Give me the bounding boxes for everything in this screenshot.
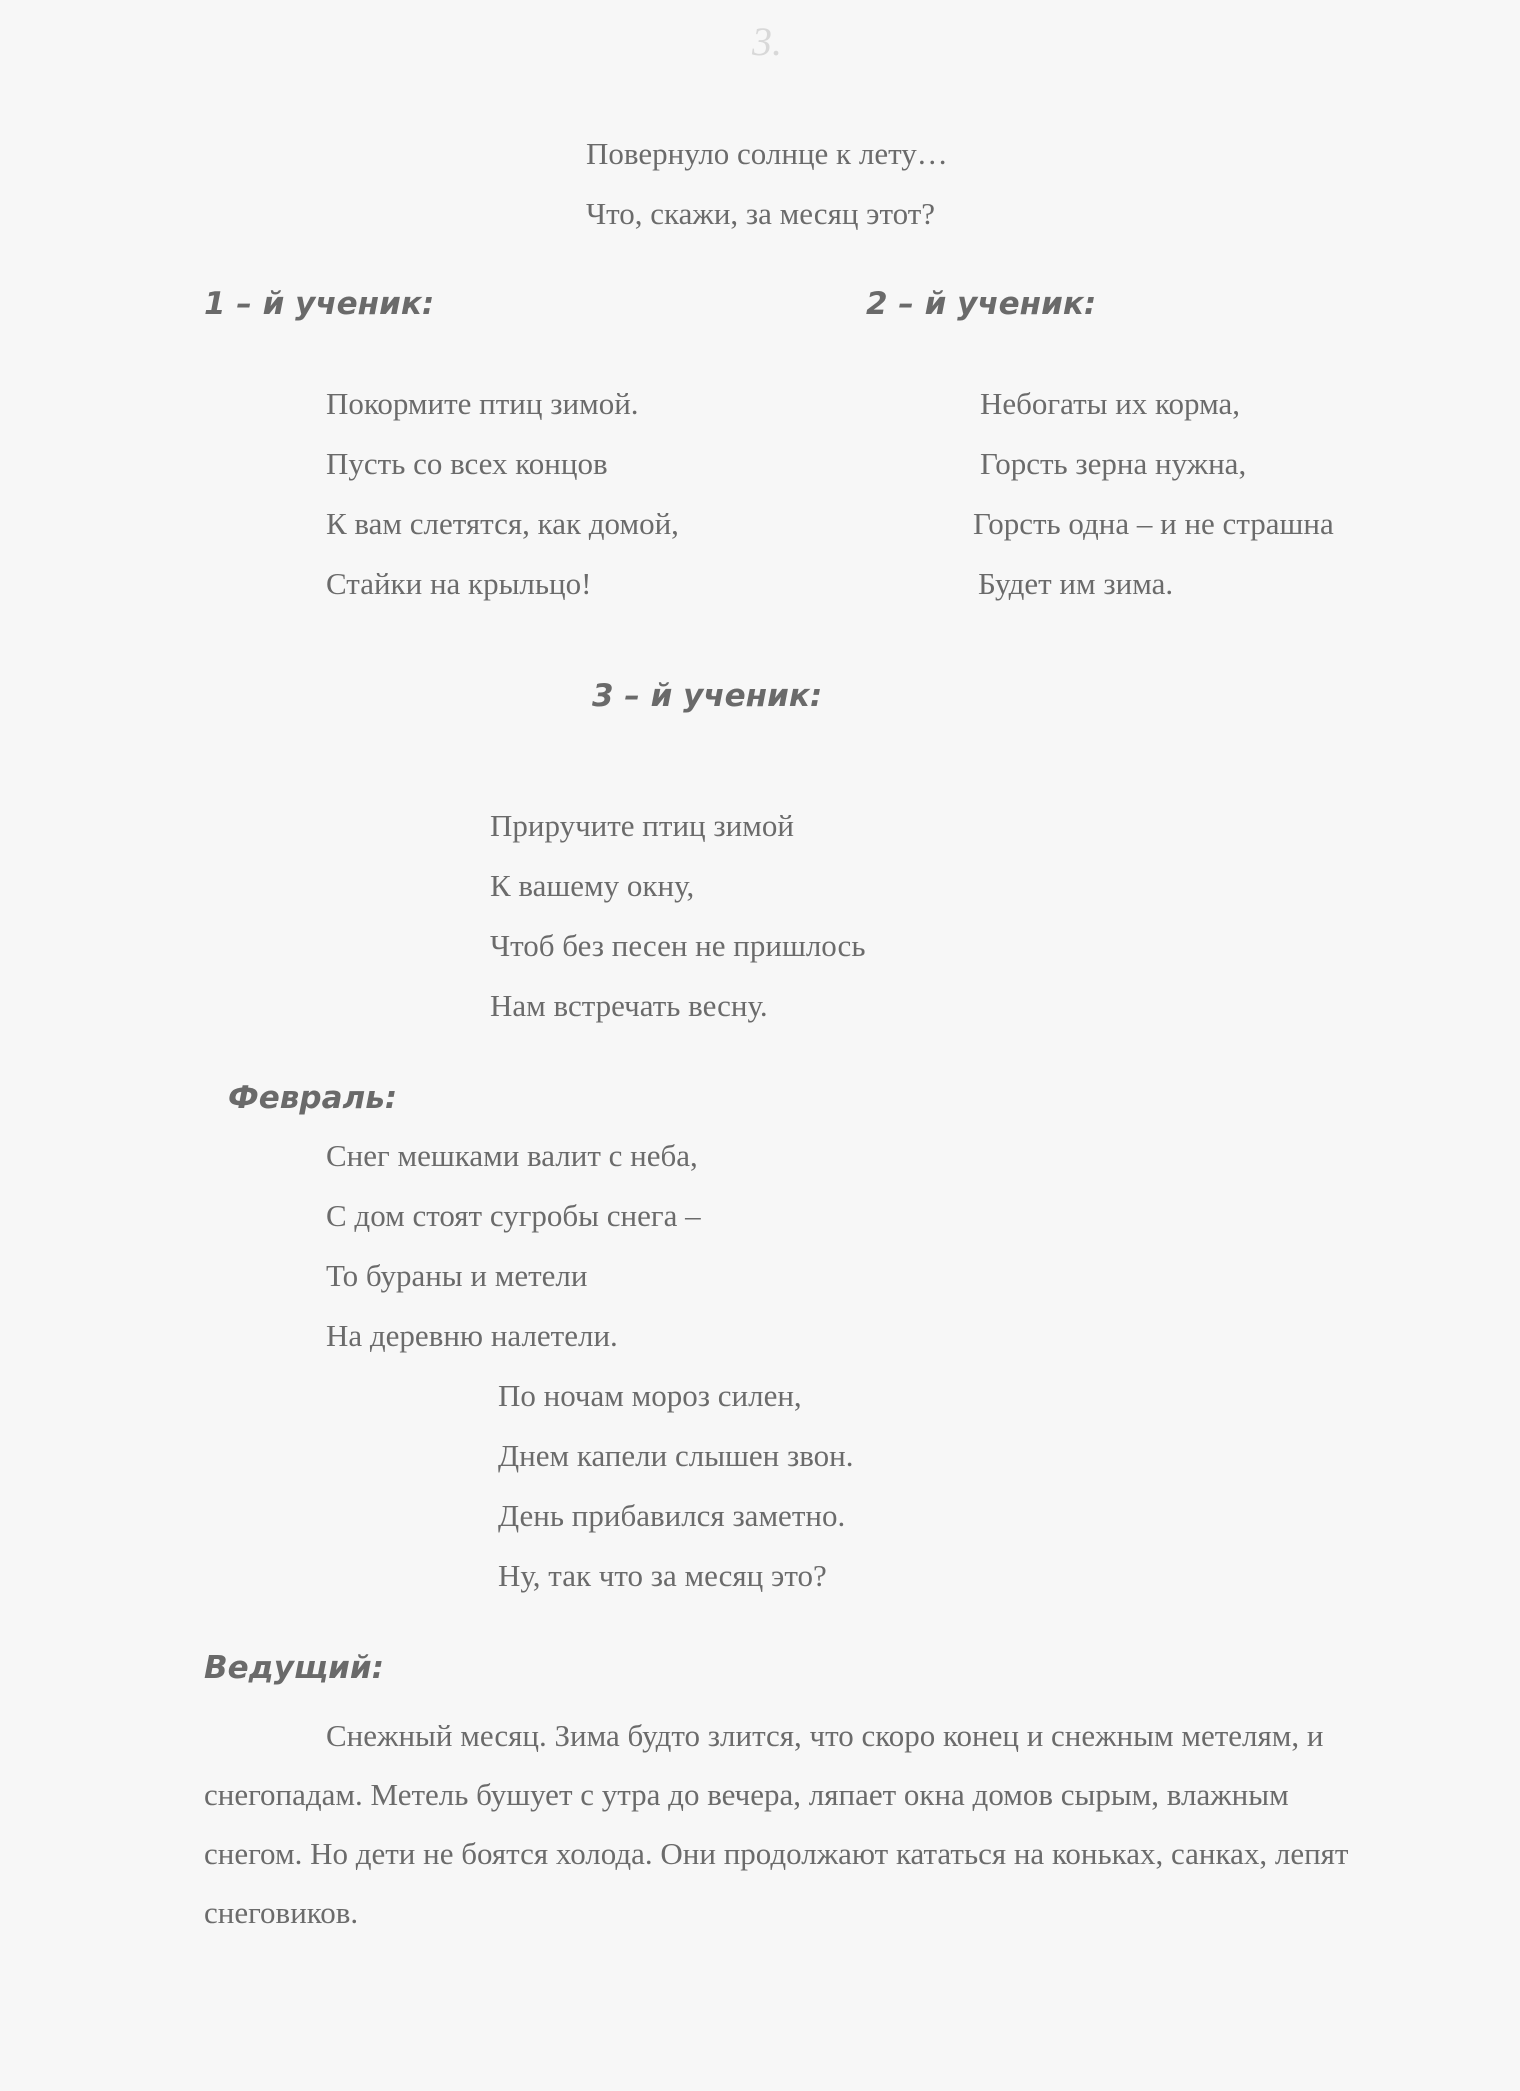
february-line: Снег мешками валит с неба, [326, 1138, 698, 1173]
student-2-line: Небогаты их корма, [980, 386, 1240, 421]
student-3-heading: 3 – й ученик: [592, 678, 823, 714]
student-1-line: Стайки на крыльцо! [326, 566, 592, 601]
student-3-line: К вашему окну, [490, 868, 695, 903]
student-1-heading: 1 – й ученик: [204, 286, 435, 322]
student-3-line: Нам встречать весну. [490, 988, 768, 1023]
february-line: То бураны и метели [326, 1258, 588, 1293]
student-3-line: Чтоб без песен не пришлось [490, 928, 866, 963]
february-line: С дом стоят сугробы снега – [326, 1198, 701, 1233]
february-line: Днем капели слышен звон. [498, 1438, 854, 1473]
february-line: На деревню налетели. [326, 1318, 618, 1353]
student-1-line: Покормите птиц зимой. [326, 386, 639, 421]
student-1-line: К вам слетятся, как домой, [326, 506, 679, 541]
february-heading: Февраль: [228, 1080, 398, 1116]
student-1-line: Пусть со всех концов [326, 446, 608, 481]
february-line: Ну, так что за месяц это? [498, 1558, 827, 1593]
student-3-line: Приручите птиц зимой [490, 808, 794, 843]
february-line: День прибавился заметно. [498, 1498, 846, 1533]
host-paragraph: Снежный месяц. Зима будто злится, что скоро конец и снежным метелям, и снегопадам. Метель бушует с утра до вечера, ляпает окна домов сырым, влажным снегом. Но дети не боятся холода. Они продолжают кататься на коньках, санках, лепят снеговиков. [204, 1718, 1349, 1930]
student-2-line: Будет им зима. [978, 566, 1174, 601]
host-heading: Ведущий: [204, 1650, 385, 1686]
intro-line-2: Что, скажи, за месяц этот? [586, 196, 936, 231]
page-number: 3. [752, 19, 782, 64]
student-2-heading: 2 – й ученик: [866, 286, 1097, 322]
student-2-line: Горсть зерна нужна, [980, 446, 1247, 481]
student-2-line: Горсть одна – и не страшна [973, 506, 1334, 541]
february-line: По ночам мороз силен, [498, 1378, 802, 1413]
intro-line-1: Повернуло солнце к лету… [586, 136, 948, 171]
